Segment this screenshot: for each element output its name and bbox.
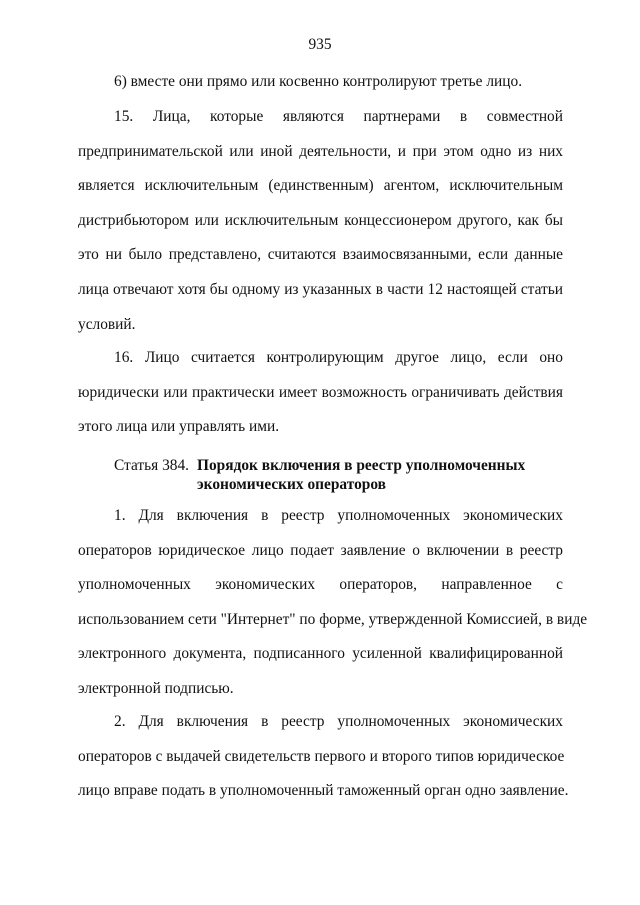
text-line: условий.	[78, 315, 136, 333]
paragraph-clause-1	[78, 499, 588, 707]
text-line: дистрибьютором или исключительным концессионером другого, как бы	[78, 211, 563, 229]
text-line: предпринимательской или иной деятельности, и при этом одно из них	[78, 142, 563, 160]
paragraph-clause-16	[78, 341, 563, 445]
text-line: 2. Для включения в реестр уполномоченных экономических	[114, 713, 563, 730]
text-line: операторов с выдачей свидетельств первого и второго типов юридическое	[78, 747, 565, 765]
text-line: использованием сети "Интернет" по форме, утвержденной Комиссией, в виде	[78, 610, 588, 628]
text-line: 1. Для включения в реестр уполномоченных экономических	[114, 507, 563, 524]
paragraph-clause-2	[78, 705, 569, 809]
text-line: это ни было представлено, считаются взаимосвязанными, если данные	[78, 246, 563, 264]
text-line: этого лица или управлять ими.	[78, 418, 280, 436]
text-line: лица отвечают хотя бы одному из указанных в части 12 настоящей статьи	[78, 280, 563, 298]
paragraph-item-6	[78, 65, 563, 100]
page-number: 935	[308, 36, 332, 53]
article-number: Статья 384.	[114, 457, 190, 474]
text-line: является исключительным (единственным) агентом, исключительным	[78, 177, 563, 195]
text-line: 15. Лица, которые являются партнерами в совместной	[114, 108, 563, 125]
text-line: электронной подписью.	[78, 679, 234, 697]
article-title-line: Порядок включения в реестр уполномоченных	[197, 457, 526, 474]
paragraph-clause-15	[78, 100, 563, 342]
text-line: лицо вправе подать в уполномоченный таможенный орган одно заявление.	[78, 782, 569, 800]
text-line: операторов юридическое лицо подает заявление о включении в реестр	[78, 541, 563, 559]
text-line: 6) вместе они прямо или косвенно контролируют третье лицо.	[114, 73, 523, 90]
text-line: юридически или практически имеет возможность ограничивать действия	[78, 383, 563, 401]
article-title	[189, 456, 525, 494]
article-heading	[114, 456, 574, 494]
text-line: уполномоченных экономических операторов, направленное с	[78, 576, 563, 594]
text-line: 16. Лицо считается контролирующим другое лицо, если оно	[114, 349, 563, 366]
text-line: электронного документа, подписанного усиленной квалифицированной	[78, 645, 563, 663]
article-title-line: экономических операторов	[197, 476, 386, 493]
